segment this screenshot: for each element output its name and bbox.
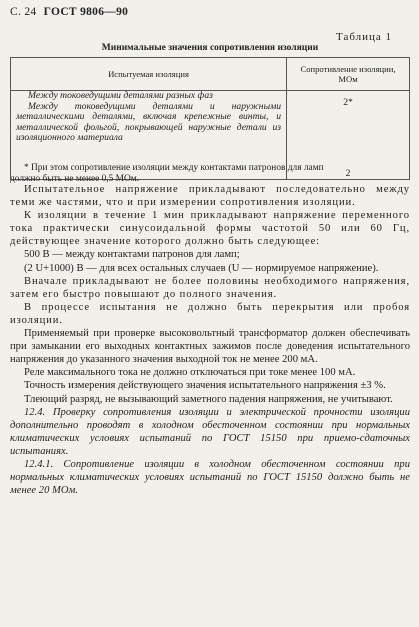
standard-code: ГОСТ 9806—90 xyxy=(43,6,129,18)
table-footnote: * При этом сопротивление изоляции между контактами патронов для ламп должно быть не менее 0,5 МОм. xyxy=(10,163,324,184)
paragraph: Испытательное напряжение прикладывают последовательно между теми же частями, что и при измерении сопротивления изоляции. xyxy=(10,184,410,209)
table-row-value: 2* xyxy=(343,97,353,108)
paragraph: Реле максимального тока не должно отключаться при токе менее 100 мА. xyxy=(24,367,356,379)
paragraph: (2 U+1000) В — для всех остальных случаев (U — нормируемое напряжение). xyxy=(24,262,379,274)
paragraph: Применяемый при проверке высоковольтный трансформатор должен обеспечивать при замыкании его выходных контактных зажимов после доведения испытательного напряжения до указанного значения выходной ток не менее 200 мА. xyxy=(10,328,410,366)
table-row-text: Между токоведущими деталями разных фаз xyxy=(28,90,213,101)
page-number: С. 24 xyxy=(10,6,37,18)
table-row-text: Между токоведущими деталями и наружными металлическими деталями, включая крепежные винты, и металлической фольгой, покрывающей наружные детали из изоляционного материала xyxy=(16,100,281,144)
table-label: Таблица 1 xyxy=(336,31,393,43)
paragraph: 500 В — между контактами патронов для ламп; xyxy=(24,249,240,261)
paragraph: В процессе испытания не должно быть перекрытия или пробоя изоляции. xyxy=(10,301,410,326)
table-title: Минимальные значения сопротивления изоляции xyxy=(101,43,319,53)
paragraph: Точность измерения действующего значения испытательного напряжения ±3 %. xyxy=(24,380,386,392)
page-header xyxy=(10,6,128,18)
table-header-insulation: Испытуемая изоляция xyxy=(11,58,287,91)
paragraph: Вначале прикладывают не более половины необходимого напряжения, затем его быстро повышают до полного значения. xyxy=(10,275,410,300)
paragraph: Тлеющий разряд, не вызывающий заметного падения напряжения, не учитывают. xyxy=(24,393,393,405)
paragraph: 12.4. Проверку сопротивления изоляции и электрической прочности изоляции дополнительно проводят в холодном обесточенном состоянии при нормальных климатических условиях испытаний по ГОСТ 15150 при приемо-сдаточных испытаниях. xyxy=(10,406,410,457)
table-header-resistance: Сопротивление изоляции, МОм xyxy=(287,58,410,91)
body-text xyxy=(10,183,410,497)
paragraph: К изоляции в течение 1 мин прикладывают напряжение переменного тока практически синусоидальной формы частотой 50 или 60 Гц, действующее значение которого должно быть следующее: xyxy=(10,210,410,248)
insulation-table xyxy=(10,57,410,180)
table-row-value: 2 xyxy=(345,168,351,179)
paragraph: 12.4.1. Сопротивление изоляции в холодном обесточенном состоянии при нормальных климатических условиях испытаний по ГОСТ 15150 должно быть не менее 20 МОм. xyxy=(10,458,410,497)
